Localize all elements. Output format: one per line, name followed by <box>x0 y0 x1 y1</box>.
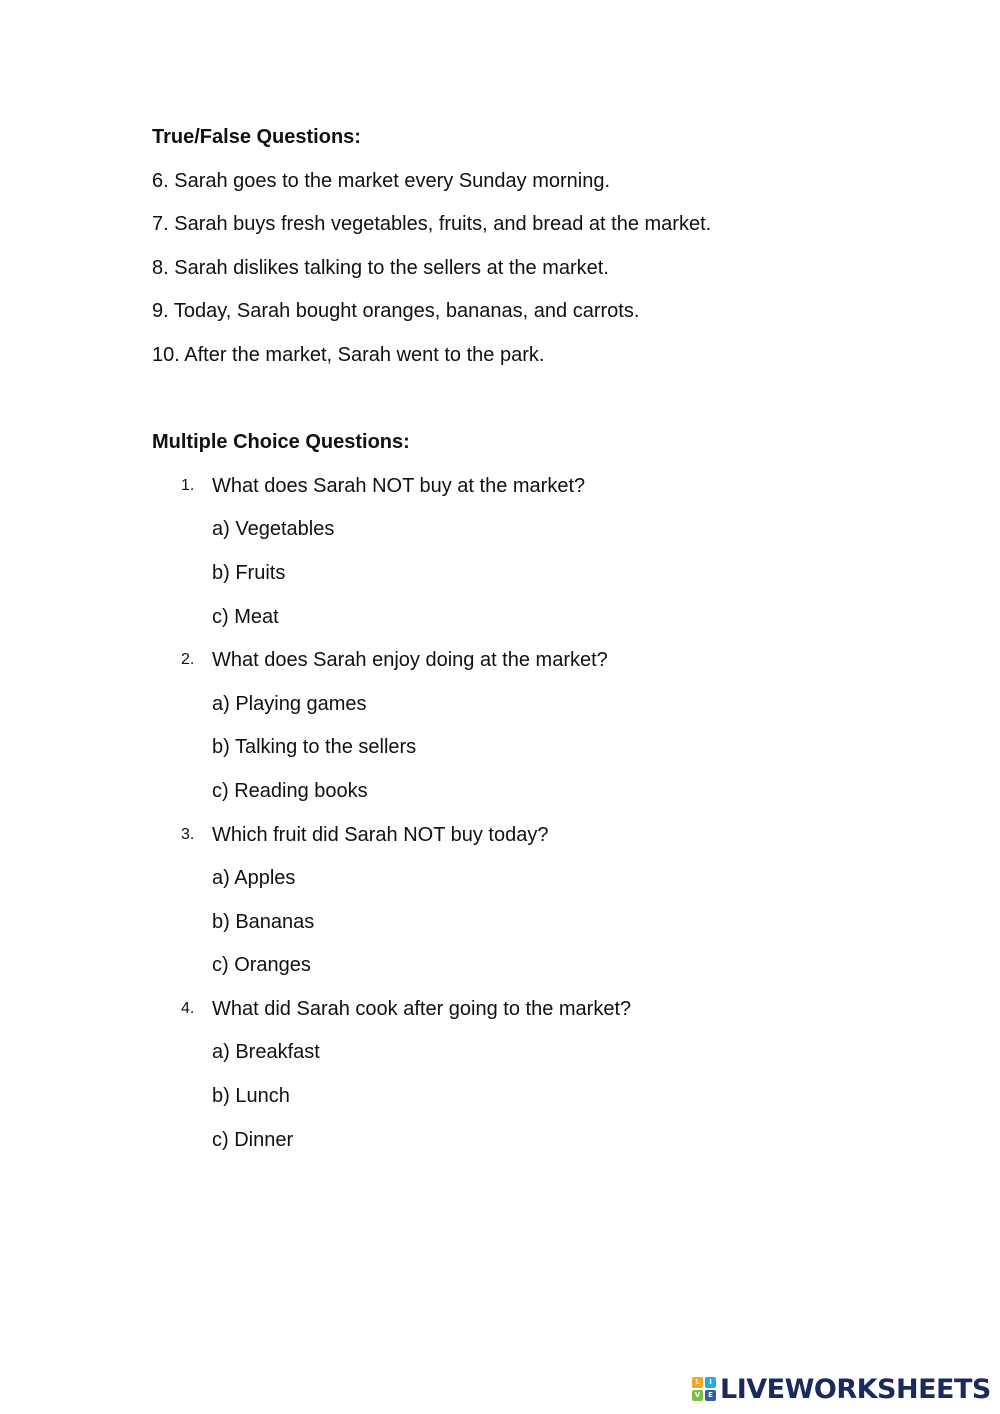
true-false-heading: True/False Questions: <box>152 126 361 148</box>
liveworksheets-mark-icon <box>692 1377 716 1401</box>
true-false-item: 7. Sarah buys fresh vegetables, fruits, and bread at the market. <box>152 213 712 236</box>
mc-question-number: 4. <box>181 999 195 1017</box>
mc-question-number: 1. <box>181 476 195 494</box>
mc-question <box>152 471 952 501</box>
true-false-item: 6. Sarah goes to the market every Sunday morning. <box>152 169 611 192</box>
true-false-item: 9. Today, Sarah bought oranges, bananas, and carrots. <box>152 300 640 323</box>
mc-question <box>152 820 952 850</box>
mc-question <box>152 994 952 1024</box>
worksheet-page <box>152 122 952 1168</box>
mc-question <box>152 645 952 675</box>
mc-option: a) Breakfast <box>212 1041 320 1064</box>
logo-mark-tile: L <box>692 1377 703 1388</box>
logo-mark-tile: V <box>692 1390 703 1401</box>
mc-question-text: What did Sarah cook after going to the market? <box>212 997 632 1020</box>
mc-option: a) Vegetables <box>212 518 335 541</box>
mc-option: b) Lunch <box>212 1085 290 1108</box>
mc-option: c) Meat <box>212 605 279 628</box>
section-spacer <box>152 384 952 428</box>
mc-question-number: 3. <box>181 825 195 843</box>
mc-option: c) Dinner <box>212 1128 294 1151</box>
true-false-item: 8. Sarah dislikes talking to the sellers at the market. <box>152 256 609 279</box>
mc-option: b) Fruits <box>212 561 286 584</box>
mc-option: c) Oranges <box>212 954 311 977</box>
mc-option: c) Reading books <box>212 779 368 802</box>
mc-option: a) Apples <box>212 867 296 890</box>
mc-question-text: What does Sarah enjoy doing at the market? <box>212 649 608 672</box>
true-false-item: 10. After the market, Sarah went to the park. <box>152 343 545 366</box>
mc-option: a) Playing games <box>212 692 367 715</box>
logo-mark-tile: I <box>705 1377 716 1388</box>
multiple-choice-heading: Multiple Choice Questions: <box>152 431 410 454</box>
mc-option: b) Bananas <box>212 910 315 933</box>
logo-mark-tile: E <box>705 1390 716 1401</box>
liveworksheets-logo <box>692 1374 991 1404</box>
liveworksheets-wordmark: LIVEWORKSHEETS <box>720 1373 991 1405</box>
mc-question-text: What does Sarah NOT buy at the market? <box>212 474 586 497</box>
mc-option: b) Talking to the sellers <box>212 736 417 759</box>
mc-question-text: Which fruit did Sarah NOT buy today? <box>212 823 549 846</box>
mc-question-number: 2. <box>181 651 195 669</box>
